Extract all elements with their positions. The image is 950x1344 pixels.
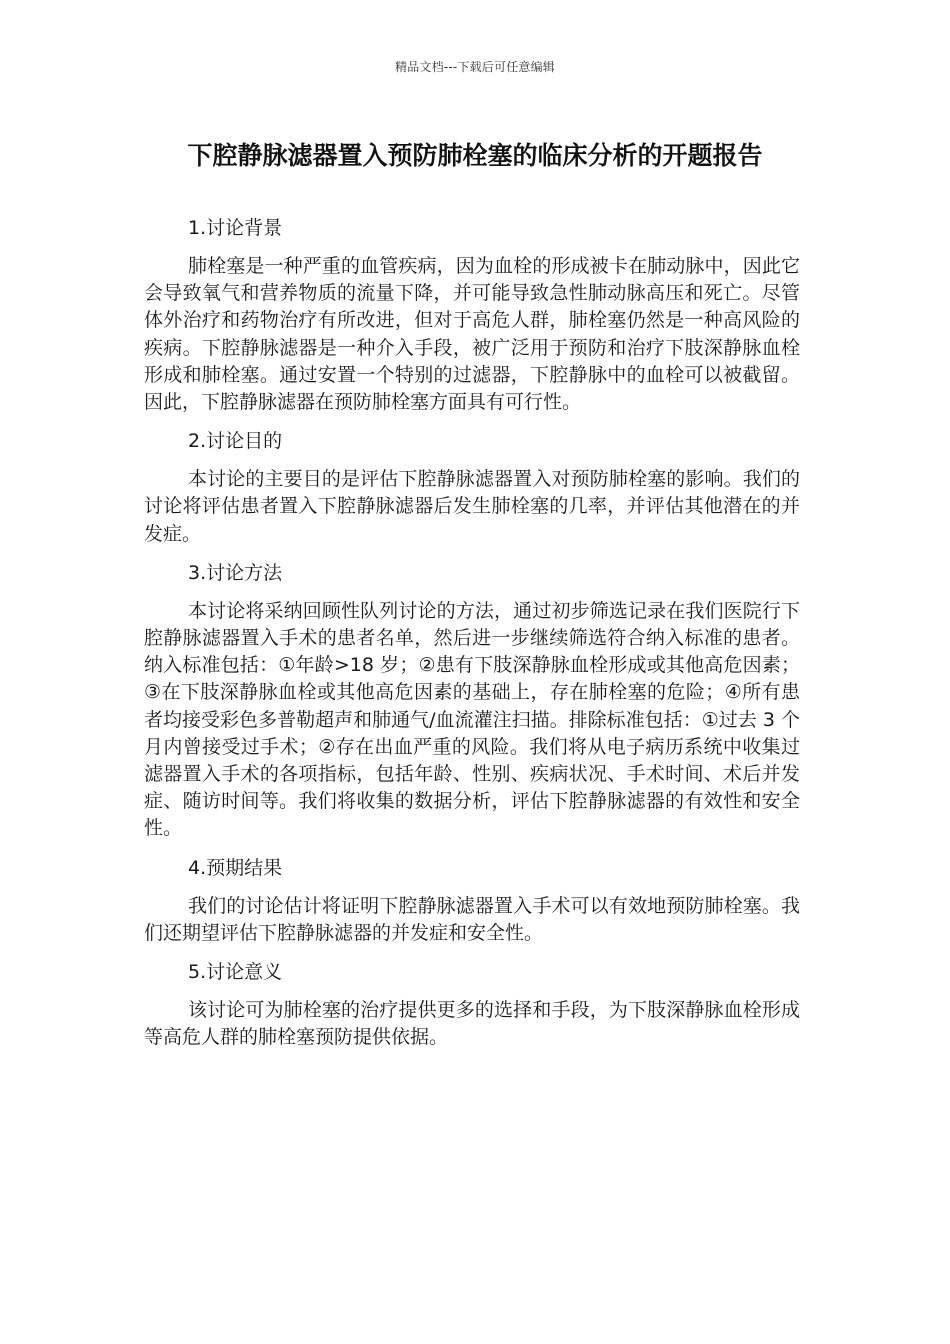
- section-paragraph: 本讨论将采纳回顾性队列讨论的方法，通过初步筛选记录在我们医院行下腔静脉滤器置入手术的患者名单，然后进一步继续筛选符合纳入标准的患者。纳入标准包括：①年龄>18 岁；②患有下肢深静脉血栓形成或其他高危因素；③在下肢深静脉血栓或其他高危因素的基础上，存在肺栓塞的危险；④所有患者均接受彩色多普勒超声和肺通气/血流灌注扫描。排除标准包括：①过去 3 个月内曾接受过手术；②存在出血严重的风险。我们将从电子病历系统中收集过滤器置入手术的各项指标，包括年龄、性别、疾病状况、手术时间、术后并发症、随访时间等。我们将收集的数据分析，评估下腔静脉滤器的有效性和安全性。: [144, 599, 800, 840]
- section-heading: 1.讨论背景: [188, 217, 283, 239]
- section-heading: 5.讨论意义: [188, 961, 283, 984]
- section-heading: 2.讨论目的: [188, 430, 283, 453]
- document-title: 下腔静脉滤器置入预防肺栓塞的临床分析的开题报告: [187, 141, 763, 170]
- section-method: [144, 559, 800, 843]
- page-header: 精品文档---下载后可任意编辑: [395, 60, 555, 74]
- section-heading: 4.预期结果: [188, 856, 283, 879]
- section-expected-results: [144, 854, 800, 947]
- section-purpose: [144, 427, 800, 548]
- section-paragraph: 我们的讨论估计将证明下腔静脉滤器置入手术可以有效地预防肺栓塞。我们还期望评估下腔静脉滤器的并发症和安全性。: [144, 894, 800, 944]
- section-paragraph: 肺栓塞是一种严重的血管疾病，因为血栓的形成被卡在肺动脉中，因此它会导致氧气和营养物质的流量下降，并可能导致急性肺动脉高压和死亡。尽管体外治疗和药物治疗有所改进，但对于高危人群，肺栓塞仍然是一种高风险的疾病。下腔静脉滤器是一种介入手段，被广泛用于预防和治疗下肢深静脉血栓形成和肺栓塞。通过安置一个特别的过滤器，下腔静脉中的血栓可以被截留。因此，下腔静脉滤器在预防肺栓塞方面具有可行性。: [144, 255, 800, 414]
- section-heading: 3.讨论方法: [188, 561, 283, 584]
- section-paragraph: 本讨论的主要目的是评估下腔静脉滤器置入对预防肺栓塞的影响。我们的讨论将评估患者置入下腔静脉滤器后发生肺栓塞的几率，并评估其他潜在的并发症。: [144, 468, 800, 545]
- section-background: [144, 214, 800, 416]
- section-significance: [144, 958, 800, 1051]
- document-body: [144, 214, 800, 1062]
- section-paragraph: 该讨论可为肺栓塞的治疗提供更多的选择和手段，为下肢深静脉血栓形成等高危人群的肺栓塞预防提供依据。: [144, 999, 800, 1049]
